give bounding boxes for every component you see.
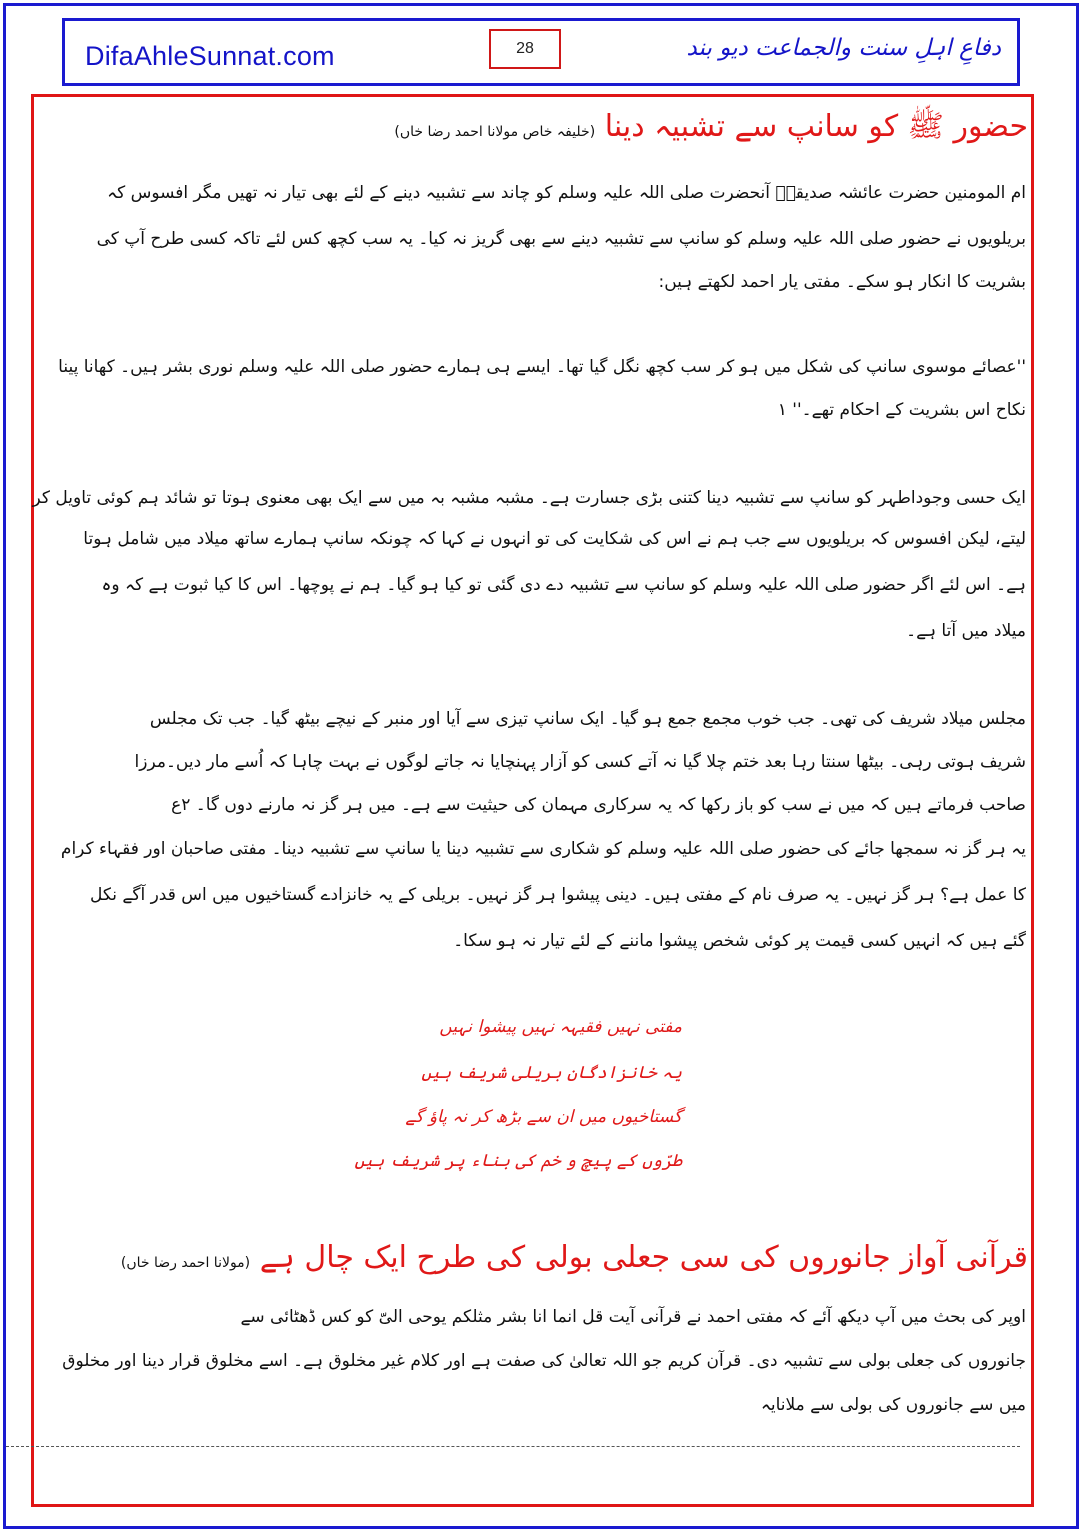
para3-line: یہ ہر گز نہ سمجھا جائے کی حضور صلی اللہ علیہ وسلم کو شکاری سے تشبیہ دینا یا سانپ سے تشبیہ دینا۔ مفتی صاحبان اور فقہاء کرام bbox=[60, 839, 1026, 859]
quote-line: ''عصائے موسوی سانپ کی شکل میں ہو کر سب کچھ نگل گیا تھا۔ ایسے ہی ہمارے حضور صلی اللہ علیہ وسلم نوری بشر ہیں۔ کھانا پینا bbox=[58, 357, 1026, 377]
para1-line: ام المومنین حضرت عائشہ صدیقہؓ آنحضرت صلی اللہ علیہ وسلم کو چاند سے تشبیہ دینے کے لئے بھی تیار نہ تھیں مگر افسوس کہ bbox=[107, 183, 1026, 203]
section2-line: میں سے جانوروں کی بولی سے ملانایہ bbox=[760, 1395, 1026, 1415]
section2-heading-text: قرآنی آواز جانوروں کی سی جعلی بولی کی طرح ایک چال ہے bbox=[259, 1240, 1028, 1275]
para2-line: ایک حسی وجوداطہر کو سانپ سے تشبیہ دینا کتنی بڑی جسارت ہے۔ مشبہ مشبہ بہ میں سے ایک بھی معنوی ہوتا تو شائد ہم کوئی تاویل کر bbox=[32, 488, 1026, 508]
section2-heading bbox=[121, 1240, 1028, 1275]
para3-line: مجلس میلاد شریف کی تھی۔ جب خوب مجمع جمع ہو گیا۔ ایک سانپ تیزی سے آیا اور منبر کے نیچے بیٹھ گیا۔ جب تک مجلس bbox=[149, 709, 1026, 729]
para3-line: گئے ہیں کہ انہیں کسی قیمت پر کوئی شخص پیشوا ماننے کے لئے تیار نہ ہو سکا۔ bbox=[453, 931, 1026, 951]
para2-line: لیتے، لیکن افسوس کہ بریلویوں سے جب ہم نے اس کی شکایت کی تو انہوں نے کہا کہ چونکہ سانپ ہمارے ساتھ میلاد میں شامل ہوتا bbox=[83, 529, 1026, 549]
para3-line: صاحب فرماتے ہیں کہ میں نے سب کو باز رکھا کہ یہ سرکاری مہمان کی حیثیت سے ہے۔ میں ہر گز نہ مارنے دوں گا۔ ۲ع bbox=[171, 795, 1026, 815]
section1-heading-sub: (خلیفہ خاص مولانا احمد رضا خاں) bbox=[394, 124, 596, 140]
page-header bbox=[62, 18, 1020, 86]
para1-line: بشریت کا انکار ہو سکے۔ مفتی یار احمد لکھتے ہیں: bbox=[658, 272, 1026, 292]
quote-line: نکاح اس بشریت کے احکام تھے۔'' ۱ bbox=[777, 400, 1026, 420]
poem-line: طرّوں کے پیچ و خم کی بناء پر شریف ہیں bbox=[354, 1151, 682, 1171]
para3-line: کا عمل ہے؟ ہر گز نہیں۔ یہ صرف نام کے مفتی ہیں۔ دینی پیشوا ہر گز نہیں۔ بریلی کے یہ خانزادے گستاخیوں میں اس قدر آگے نکل bbox=[90, 885, 1026, 905]
para1-line: بریلویوں نے حضور صلی اللہ علیہ وسلم کو سانپ سے تشبیہ دینے سے بھی گریز نہ کیا۔ یہ سب کچھ کس لئے تاکہ کسی طرح آپ کی bbox=[96, 229, 1026, 249]
para2-line: میلاد میں آتا ہے۔ bbox=[906, 621, 1026, 641]
section2-line: اوپر کی بحث میں آپ دیکھ آئے کہ مفتی احمد نے قرآنی آیت قل انما انا بشر مثلکم یوحی الیّ کو کس ڈھٹائی سے bbox=[240, 1307, 1026, 1327]
poem-line: یہ خانزادگان بریلی شریف ہیں bbox=[421, 1063, 682, 1083]
section2-line: جانوروں کی جعلی بولی سے تشبیہ دی۔ قرآن کریم جو اللہ تعالیٰ کی صفت ہے اور کلام غیر مخلوق ہے۔ اسے مخلوق قرار دینا اور مخلوق bbox=[62, 1351, 1026, 1371]
poem-line: گستاخیوں میں ان سے بڑھ کر نہ پاؤ گے bbox=[405, 1107, 682, 1127]
para2-line: ہے۔ اس لئے اگر حضور صلی اللہ علیہ وسلم کو سانپ سے تشبیہ دے دی گئی تو کیا ہو گیا۔ ہم نے پوچھا۔ اس کا کیا ثبوت ہے کہ وہ bbox=[101, 575, 1026, 595]
section1-heading bbox=[394, 108, 1028, 151]
poem-line: مفتی نہیں فقیہہ نہیں پیشوا نہیں bbox=[439, 1017, 682, 1037]
footnote-separator bbox=[6, 1446, 1020, 1447]
book-title: دفاعِ اہلِ سنت والجماعت دیو بند bbox=[686, 35, 1001, 61]
site-name: DifaAhleSunnat.com bbox=[85, 41, 335, 71]
section1-heading-text: حضور ﷺ کو سانپ سے تشبیہ دینا bbox=[604, 109, 1028, 144]
page-number: 28 bbox=[489, 29, 561, 69]
section2-heading-sub: (مولانا احمد رضا خاں) bbox=[120, 1255, 251, 1271]
para3-line: شریف ہوتی رہی۔ بیٹھا سنتا رہا بعد ختم چلا گیا نہ آتے کسی کو آزار پہنچایا نہ جاتے لوگوں نے بہت چاہا کہ اُسے مار دیں۔مرزا bbox=[134, 752, 1026, 772]
